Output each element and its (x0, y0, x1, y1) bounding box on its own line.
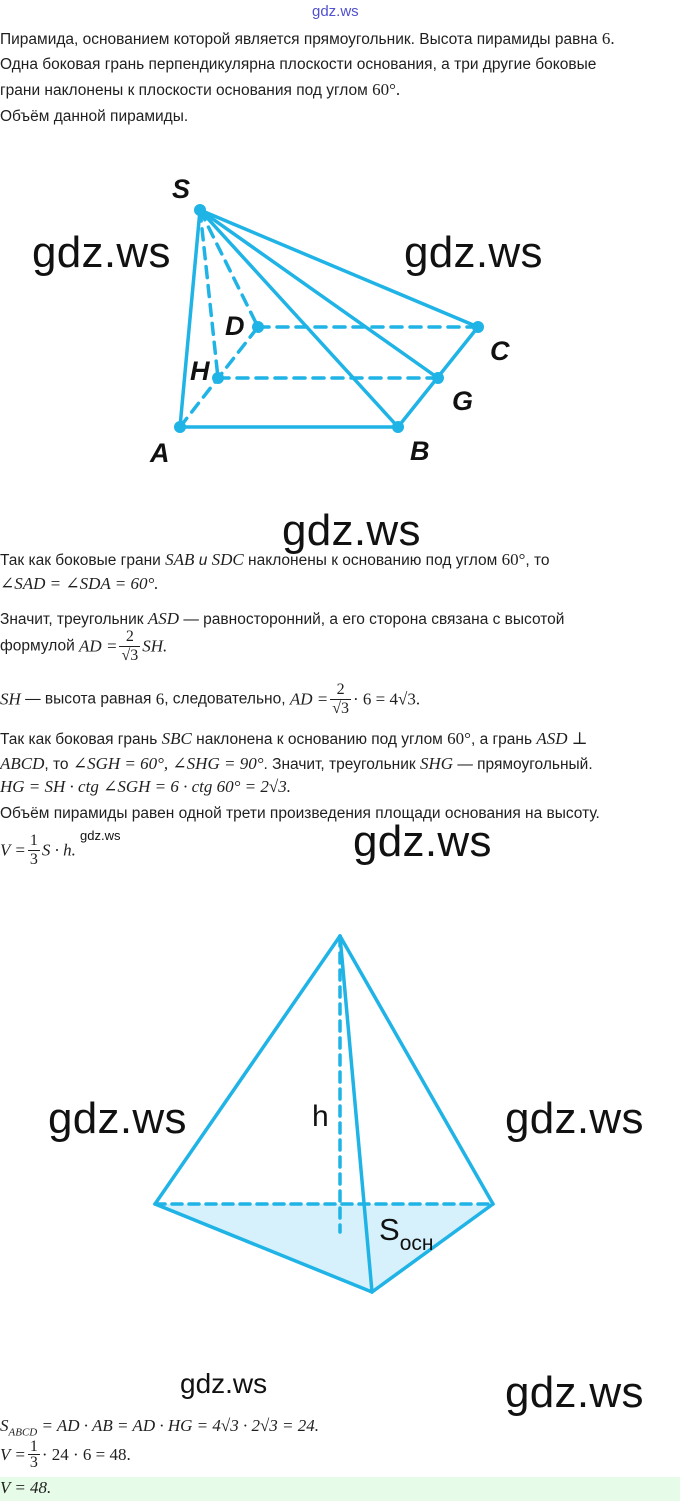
watermark: gdz.ws (505, 1368, 644, 1417)
solution-line-10: V = $\frac{1}{3}$ S · h. (0, 832, 76, 868)
solution-line-9: Объём пирамиды равен одной трети произведения площади основания на высоту. (0, 805, 600, 822)
pyramid-figure (0, 160, 680, 480)
final-line-2: V = $\frac{1}{3}$ · 24 · 6 = 48. (0, 1438, 131, 1471)
solution-line-4: формулой AD = $\frac{2}{√3}$ SH. (0, 628, 168, 664)
final-answer: V = 48. (0, 1478, 52, 1497)
watermark: gdz.ws (180, 1368, 268, 1399)
label-a: A (150, 438, 170, 468)
problem-line-3: грани наклонены к плоскости основания под углом 60°. (0, 80, 401, 99)
point-h (212, 372, 224, 384)
solution-line-3: Значит, треугольник ASD — равносторонний, а его сторона связана с высотой (0, 609, 565, 628)
point-s (194, 204, 206, 216)
point-b (392, 421, 404, 433)
solution-line-5: SH — высота равная 6, следовательно, AD = $\frac{2}{√3}$ · 6 = 4√3. (0, 681, 421, 717)
label-c: C (490, 336, 510, 366)
point-a (174, 421, 186, 433)
edge-left (155, 936, 340, 1204)
label-b: B (410, 436, 430, 466)
final-line-1: $S_{ABCD}$ = AD · AB = AD · HG = 4√3 · 2√3 = 24. (0, 1416, 320, 1439)
watermark: gdz.ws (48, 1094, 187, 1143)
solution-line-1: Так как боковые грани SAB и SDC наклонены к основанию под углом 60°, то (0, 550, 550, 569)
point-d (252, 321, 264, 333)
label-s: S (172, 174, 191, 204)
fraction: $\frac{1}{3}$ (29, 1438, 38, 1471)
label-d: D (225, 311, 245, 341)
solution-line-7: ABCD, то ∠SGH = 60°, ∠SHG = 90°. Значит, треугольник SHG — прямоугольный. (0, 754, 593, 773)
watermark: gdz.ws (404, 228, 543, 277)
edge-sd (200, 210, 258, 327)
edge-right (340, 936, 493, 1204)
watermark: gdz.ws (505, 1094, 644, 1143)
solution-line-2: ∠SAD = ∠SDA = 60°. (0, 574, 159, 593)
solution-line-8: HG = SH · ctg ∠SGH = 6 · ctg 60° = 2√3. (0, 777, 291, 796)
watermark: gdz.ws (282, 506, 421, 555)
site-link[interactable]: gdz.ws (312, 3, 359, 20)
base-face (155, 1204, 493, 1292)
fraction: $\frac{2}{√3}$ (332, 681, 349, 717)
watermark: gdz.ws (353, 817, 492, 866)
point-g (432, 372, 444, 384)
fraction: $\frac{1}{3}$ (29, 832, 38, 868)
label-h: H (190, 356, 210, 386)
label-h: h (312, 1100, 329, 1133)
edge-sa (180, 210, 200, 427)
fraction: $\frac{2}{√3}$ (121, 628, 139, 664)
problem-line-4: Объём данной пирамиды. (0, 108, 189, 125)
label-g: G (452, 386, 474, 416)
watermark: gdz.ws (32, 228, 171, 277)
problem-line-1: Пирамида, основанием которой является прямоугольник. Высота пирамиды равна 6. (0, 29, 615, 48)
point-c (472, 321, 484, 333)
edge-sh (200, 210, 218, 378)
problem-line-2: Одна боковая грань перпендикулярна плоскости основания, а три другие боковые (0, 56, 597, 73)
watermark: gdz.ws (80, 828, 121, 843)
solution-line-6: Так как боковая грань SBC наклонена к основанию под углом 60°, а грань ASD ⊥ (0, 729, 588, 748)
answer-highlight (0, 1477, 680, 1501)
label-s: $S_{осн}$ (379, 1212, 434, 1255)
